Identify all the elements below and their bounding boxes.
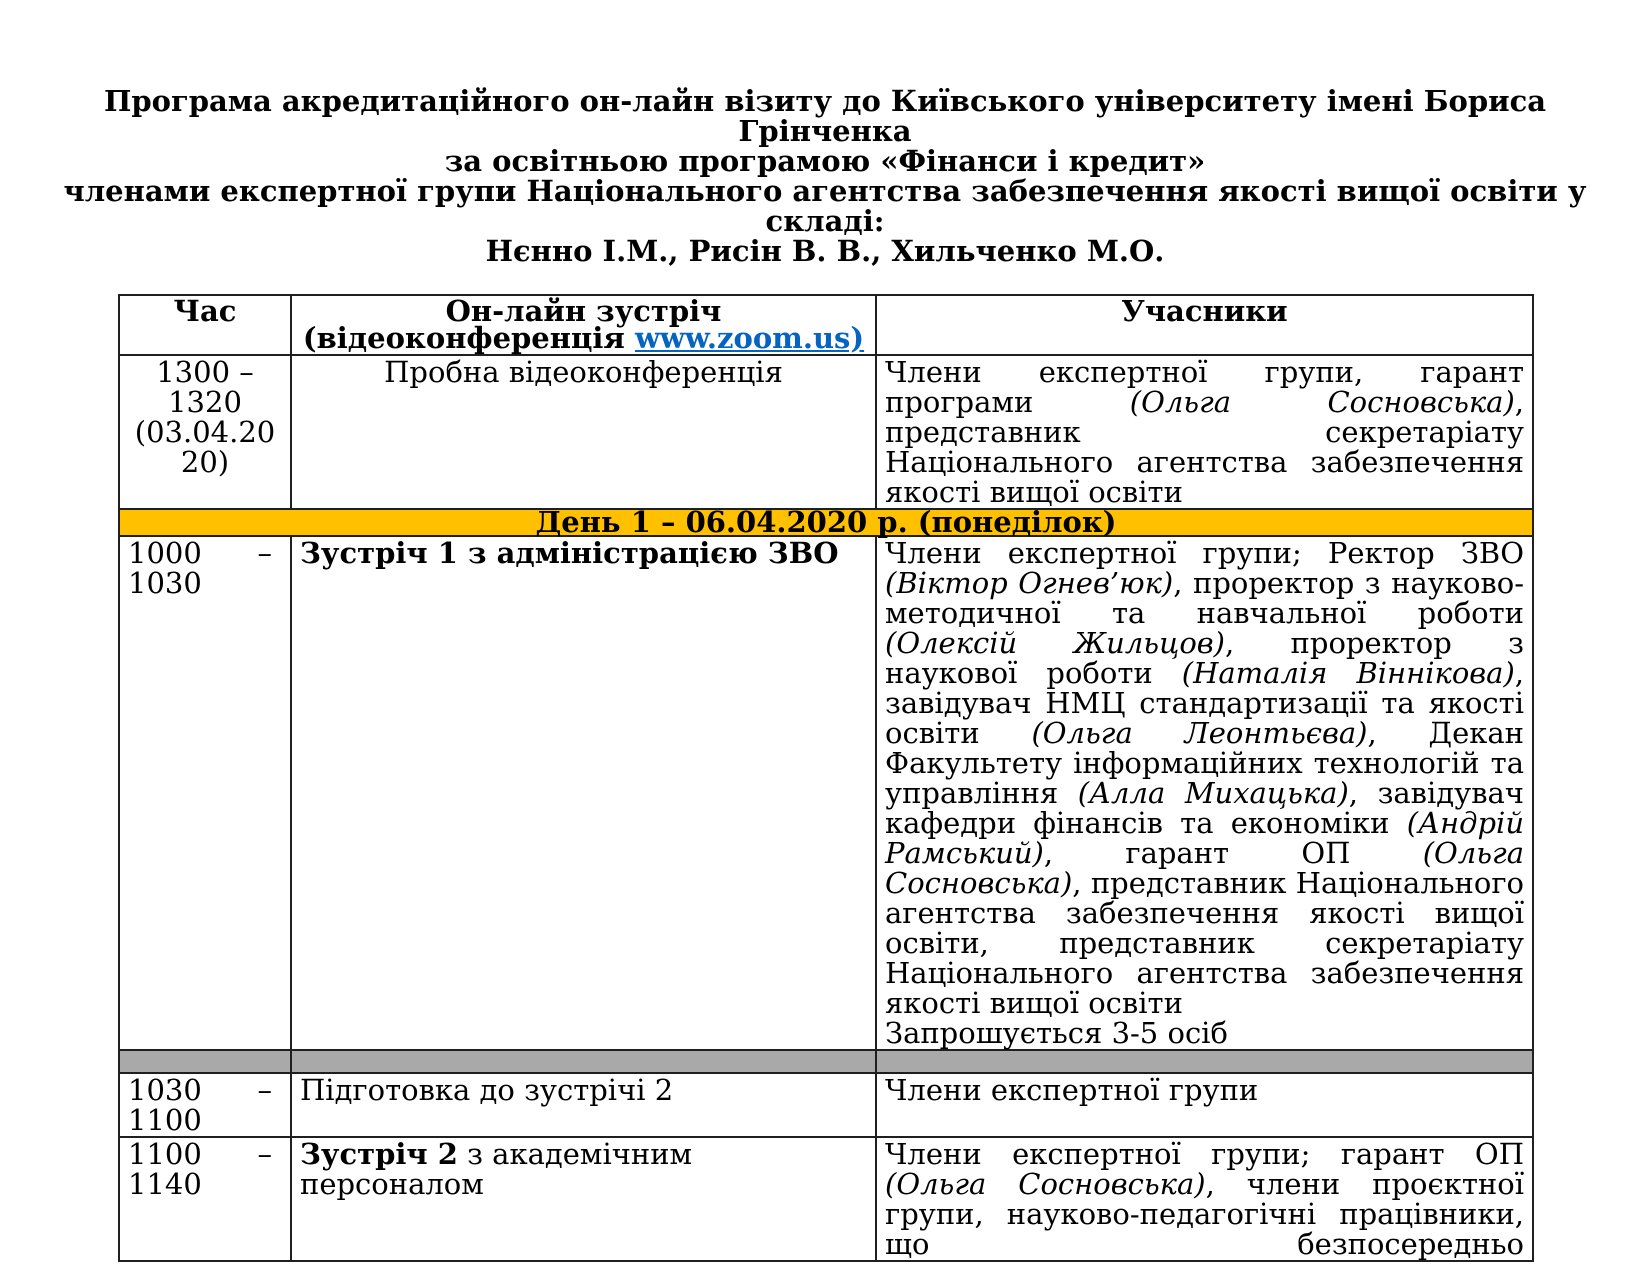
day-1-banner-row (119, 509, 1533, 536)
schedule-table (118, 294, 1534, 1262)
time-cell (119, 536, 291, 1050)
paragraph (300, 357, 867, 387)
table-row-meeting-1 (119, 536, 1533, 1050)
text-segment: , гарант ОП (1043, 836, 1423, 870)
title-line-1: Програма акредитаційного он-лайн візиту до Київського університету імені Бориса (103, 84, 1547, 118)
text-segment: , Декан Факультету інформаційних технологій та управління (885, 716, 1524, 810)
day-1-banner: День 1 – 06.04.2020 р. (понеділок) (119, 509, 1533, 536)
title-line-4: членами експертної групи Національного агентства забезпечення якості вищої освіти у (63, 174, 1587, 208)
time-dash: – (257, 536, 272, 570)
paragraph (300, 538, 867, 568)
text-segment: Підготовка до зустрічі 2 (300, 1073, 674, 1107)
time-start: 1030 (128, 1073, 202, 1107)
paragraph (885, 357, 1524, 507)
header-participants: Учасники (876, 295, 1533, 355)
text-segment: з академічним персоналом (300, 1137, 693, 1201)
text-segment: , проректор з наукової роботи (885, 626, 1524, 690)
header-meeting (291, 295, 876, 355)
text-segment: (Ольга Сосновська) (885, 1167, 1206, 1201)
table-header-row (119, 295, 1533, 355)
text-segment: Члени експертної групи (885, 1073, 1259, 1107)
title-line-3: за освітньою програмою «Фінанси і кредит» (444, 144, 1206, 178)
time-end: 1100 (128, 1103, 202, 1137)
text-segment: (Наталія Віннікова) (1181, 656, 1515, 690)
participants-cell (876, 355, 1533, 509)
document-title (0, 0, 1650, 266)
time-end: 1030 (128, 566, 202, 600)
text-segment: , проректор з науково-методичної та навчальної роботи (885, 566, 1524, 630)
text-segment: , завідувач НМЦ стандартизації та якості освіти (885, 656, 1524, 750)
text-segment: (Олексій Жильцов) (885, 626, 1225, 660)
text-segment: Члени експертної групи; Ректор ЗВО (885, 536, 1524, 570)
text-segment: Запрошується 3-5 осіб (885, 1016, 1228, 1050)
header-meeting-line2-prefix: (відеоконференція (302, 321, 635, 355)
text-segment: (Ольга Сосновська) (885, 836, 1524, 900)
participants-cell (876, 1137, 1533, 1261)
text-segment: , члени проєктної групи, науково-педагогічні працівники, що безпосередньо (885, 1167, 1524, 1261)
title-line-2: Грінченка (738, 114, 912, 148)
separator-cell (119, 1050, 291, 1073)
separator-row (119, 1050, 1533, 1073)
header-meeting-line1: Он-лайн зустріч (445, 294, 722, 328)
time-range-line (128, 538, 282, 568)
header-meeting-line2 (300, 321, 867, 355)
zoom-us-link[interactable]: www.zoom.us) (634, 321, 865, 355)
title-line-5: складі: (765, 204, 885, 238)
time-range-line (128, 1075, 282, 1105)
text-segment: (Андрій Рамський) (885, 806, 1524, 870)
participants-cell (876, 1073, 1533, 1137)
text-segment: Зустріч 2 (300, 1137, 458, 1171)
table-row-preparation-2 (119, 1073, 1533, 1137)
text-segment: Зустріч 1 з адміністрацією ЗВО (300, 536, 839, 570)
text-segment: (Ольга Сосновська) (1129, 385, 1515, 419)
separator-cell (291, 1050, 876, 1073)
text-segment: , представник Національного агентства забезпечення якості вищої освіти, представник секретаріату Національного агентства забезпечення якості вищої освіти (885, 866, 1524, 1020)
header-time: Час (119, 295, 291, 355)
paragraph (885, 1075, 1524, 1105)
text-segment: (Алла Михацька) (1077, 776, 1349, 810)
meeting-cell (291, 355, 876, 509)
text-segment: , представник секретаріату Національного агентства забезпечення якості вищої освіти (885, 385, 1524, 509)
time-cell (119, 1073, 291, 1137)
text-segment: , завідувач кафедри фінансів та економіки (885, 776, 1524, 840)
paragraph (300, 1139, 867, 1199)
paragraph (885, 538, 1524, 1018)
text-segment: (Ольга Леонтьєва) (1031, 716, 1368, 750)
text-segment: Пробна відеоконференція (384, 355, 783, 389)
meeting-cell (291, 536, 876, 1050)
time-cell (119, 1137, 291, 1261)
participants-cell (876, 536, 1533, 1050)
title-line-6: Нєнно І.М., Рисін В. В., Хильченко М.О. (485, 234, 1165, 268)
table-row-meeting-2 (119, 1137, 1533, 1261)
time-cell: 1300 – 1320 (03.04.2020) (119, 355, 291, 509)
text-segment: Члени експертної групи, гарант програми (885, 355, 1524, 419)
separator-cell (876, 1050, 1533, 1073)
text-segment: Члени експертної групи; гарант ОП (885, 1137, 1524, 1171)
time-dash: – (257, 1137, 272, 1171)
time-end: 1140 (128, 1167, 202, 1201)
time-dash: – (257, 1073, 272, 1107)
table-row-trial-videoconference (119, 355, 1533, 509)
meeting-cell (291, 1073, 876, 1137)
paragraph (300, 1075, 867, 1105)
time-range-line (128, 1139, 282, 1169)
paragraph (885, 1139, 1524, 1259)
time-start: 1100 (128, 1137, 202, 1171)
time-start: 1000 (128, 536, 202, 570)
text-segment: (Віктор Огнев’юк) (885, 566, 1174, 600)
paragraph (885, 1018, 1524, 1048)
meeting-cell (291, 1137, 876, 1261)
